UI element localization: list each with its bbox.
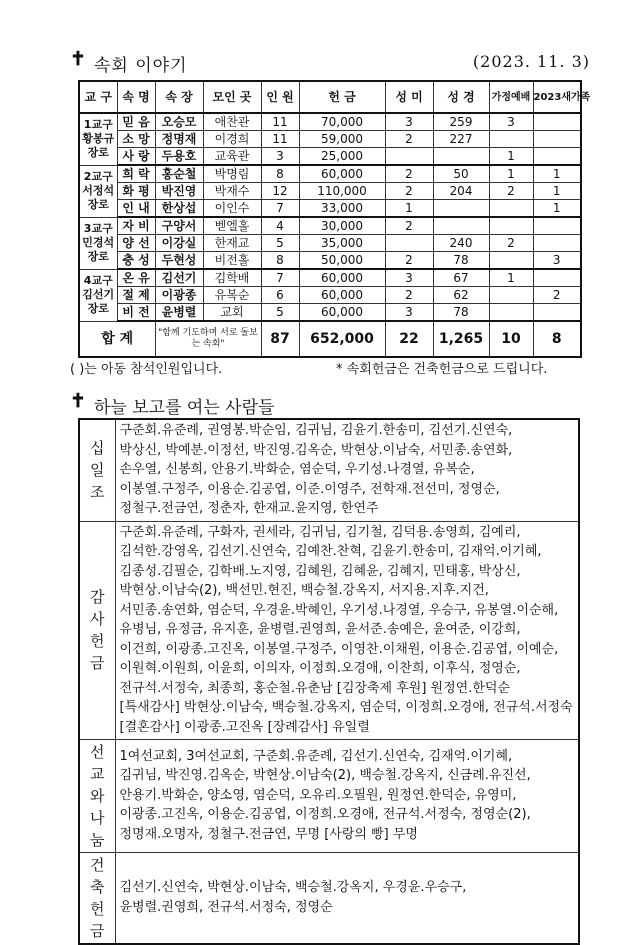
district-label: 1교구 황봉규 장로 xyxy=(79,113,117,165)
cell-offering: 60,000 xyxy=(299,269,385,287)
cell-bible: 259 xyxy=(433,113,489,131)
name-line: 정명재.오명자, 정철구.전금연, 무명 [사랑의 빵] 무명 xyxy=(119,826,418,842)
cell-cell-name: 믿 음 xyxy=(117,113,155,131)
section1-title: 속회 이야기 xyxy=(94,56,188,76)
cell-family-worship xyxy=(489,200,533,218)
cell-people: 5 xyxy=(261,235,299,252)
col-rice: 성 미 xyxy=(385,81,433,113)
col-cell-name: 속 명 xyxy=(117,81,155,113)
cell-place: 김학배 xyxy=(203,269,261,287)
cell-rice: 2 xyxy=(385,252,433,270)
name-line: 1여선교회, 3여선교회, 구준회.유준례, 김선기.신연숙, 김재억.이기혜, xyxy=(119,748,513,764)
cell-offering: 59,000 xyxy=(299,131,385,148)
name-line: [특새감사] 박현상.이남숙, 백승철.강옥지, 염순덕, 이정희.오경애, 전규석.서정숙 xyxy=(119,700,573,715)
cell-new-family: 1 xyxy=(533,165,581,183)
cell-rice: 3 xyxy=(385,269,433,287)
cell-place: 이경희 xyxy=(203,131,261,148)
cell-cell-name: 절 제 xyxy=(117,287,155,304)
name-line: 김석한.강영옥, 김선기.신연숙, 김예찬.찬혁, 김윤기.한송미, 김재억.이기혜, xyxy=(119,544,542,559)
cell-leader: 구양서 xyxy=(155,217,203,235)
total-offering: 652,000 xyxy=(299,321,385,357)
cell-new-family xyxy=(533,269,581,287)
cell-people: 6 xyxy=(261,287,299,304)
total-people: 87 xyxy=(261,321,299,357)
cell-place: 교육관 xyxy=(203,148,261,166)
cell-bible: 50 xyxy=(433,165,489,183)
cell-people: 4 xyxy=(261,217,299,235)
total-row xyxy=(79,321,581,357)
table-row xyxy=(79,217,581,235)
category-label-text: 감사헌금 xyxy=(90,588,105,673)
cell-cell-name: 화 평 xyxy=(117,183,155,200)
total-rice: 22 xyxy=(385,321,433,357)
table-row xyxy=(79,269,581,287)
cell-rice: 2 xyxy=(385,165,433,183)
name-list xyxy=(115,419,579,521)
name-line: 이건희, 이광종.고진옥, 이봉열.구정주, 이영찬.이채원, 이용순.김공엽, 이예순, xyxy=(119,641,559,657)
cell-rice xyxy=(385,148,433,166)
table-row xyxy=(79,252,581,270)
cell-people: 12 xyxy=(261,183,299,200)
name-line: 정철구.전금연, 정춘자, 한재교.윤지영, 한연주 xyxy=(119,501,379,516)
cell-rice: 1 xyxy=(385,200,433,218)
category-label-text: 선교와나눔 xyxy=(90,743,105,849)
cell-offering: 50,000 xyxy=(299,252,385,270)
cell-place: 교회 xyxy=(203,304,261,322)
table-row xyxy=(79,183,581,200)
cell-place: 박명림 xyxy=(203,165,261,183)
cell-rice xyxy=(385,235,433,252)
cell-place: 벧엘홀 xyxy=(203,217,261,235)
name-line: 박상신, 박예분.이정선, 박진영.김옥순, 박현상.이남숙, 서민종.송연화, xyxy=(119,442,513,458)
cell-bible: 78 xyxy=(433,252,489,270)
table-row xyxy=(79,165,581,183)
name-list xyxy=(115,740,579,853)
cell-new-family: 1 xyxy=(533,183,581,200)
name-line: 이봉열.구정주, 이용순.김공엽, 이준.이영주, 전학재.전선미, 정영순, xyxy=(119,481,500,497)
cell-cell-name: 자 비 xyxy=(117,217,155,235)
cell-new-family xyxy=(533,148,581,166)
cell-bible: 204 xyxy=(433,183,489,200)
cell-place: 이인수 xyxy=(203,200,261,218)
cell-cell-name: 온 유 xyxy=(117,269,155,287)
name-line: 박현상.이남숙(2), 백선민.현진, 백승철.강옥지, 서지용.지후.지건, xyxy=(119,583,489,598)
name-line: 구준회.유준례, 구화자, 권세라, 김귀님, 김기철, 김덕용.송영희, 김예리, xyxy=(119,524,521,540)
cell-offering: 110,000 xyxy=(299,183,385,200)
cell-leader: 정명재 xyxy=(155,131,203,148)
offering-names-table xyxy=(78,418,580,945)
table-row xyxy=(79,200,581,218)
cell-family-worship xyxy=(489,131,533,148)
district-label: 4교구 김선기 장로 xyxy=(79,269,117,321)
cell-place: 비전홀 xyxy=(203,252,261,270)
cell-family-worship: 1 xyxy=(489,148,533,166)
name-line: 서민종.송연화, 염순덕, 우경윤.박혜인, 우기성.나경열, 우승구, 유봉열.이순해, xyxy=(119,602,559,618)
category-label xyxy=(79,853,115,945)
cell-offering: 25,000 xyxy=(299,148,385,166)
cell-rice: 2 xyxy=(385,183,433,200)
cell-people: 8 xyxy=(261,252,299,270)
table-row xyxy=(79,304,581,322)
child-count-note: ( )는 아동 참석인원입니다. xyxy=(70,362,223,377)
col-people: 인 원 xyxy=(261,81,299,113)
cell-bible xyxy=(433,200,489,218)
cell-new-family xyxy=(533,304,581,322)
cell-leader: 오승모 xyxy=(155,113,203,131)
cell-leader: 이강실 xyxy=(155,235,203,252)
cell-bible xyxy=(433,148,489,166)
cell-new-family xyxy=(533,235,581,252)
name-line: 이원혁.이원희, 이윤희, 이의자, 이정희.오경애, 이찬희, 이후식, 정영순, xyxy=(119,661,521,676)
col-offering: 헌 금 xyxy=(299,81,385,113)
cell-bible: 78 xyxy=(433,304,489,322)
cross-icon: ✝ xyxy=(70,48,86,70)
table-row xyxy=(79,113,581,131)
col-family-worship: 가정예배 xyxy=(489,81,533,113)
cell-people: 11 xyxy=(261,131,299,148)
cell-cell-name: 희 락 xyxy=(117,165,155,183)
section2-title: 하늘 보고를 여는 사람들 xyxy=(94,398,275,418)
cell-bible: 240 xyxy=(433,235,489,252)
table-header-row xyxy=(79,81,581,113)
cell-new-family: 2 xyxy=(533,287,581,304)
name-line: 김종성.김필순, 김학배.노지영, 김혜원, 김혜윤, 김혜지, 민태홍, 박상신, xyxy=(119,563,521,579)
name-line: 김귀님, 박진영.김옥순, 박현상.이남숙(2), 백승철.강옥지, 신금례.유진선, xyxy=(119,768,531,784)
cell-leader: 윤병렬 xyxy=(155,304,203,322)
cell-offering: 33,000 xyxy=(299,200,385,218)
total-newfamily: 8 xyxy=(533,321,581,357)
cell-new-family xyxy=(533,217,581,235)
total-bible: 1,265 xyxy=(433,321,489,357)
table-row xyxy=(79,287,581,304)
cell-place: 박재수 xyxy=(203,183,261,200)
total-worship: 10 xyxy=(489,321,533,357)
district-label: 2교구 서정석 장로 xyxy=(79,165,117,217)
name-line: [결혼감사] 이광종.고진옥 [장례감사] 유일렬 xyxy=(119,719,370,735)
cell-family-worship xyxy=(489,287,533,304)
name-line: 구준회.유준례, 권영봉.박순임, 김귀님, 김윤기.한송미, 김선기.신연숙, xyxy=(119,423,513,438)
section2-header xyxy=(70,392,590,416)
cell-new-family xyxy=(533,113,581,131)
name-line: 손우열, 신봉희, 안용기.박화순, 염순덕, 우기성.나경열, 유복순, xyxy=(119,462,475,477)
col-new-family: 2023새가족 xyxy=(533,81,581,113)
cell-bible: 62 xyxy=(433,287,489,304)
cell-leader: 이광종 xyxy=(155,287,203,304)
cell-bible xyxy=(433,217,489,235)
category-row xyxy=(79,740,579,853)
cell-new-family: 1 xyxy=(533,200,581,218)
cell-rice: 3 xyxy=(385,304,433,322)
cell-new-family: 3 xyxy=(533,252,581,270)
table-row xyxy=(79,148,581,166)
cell-cell-name: 양 선 xyxy=(117,235,155,252)
report-date: (2023. 11. 3) xyxy=(472,52,590,71)
name-line: 김선기.신연숙, 박현상.이남숙, 백승철.강옥지, 우경윤.우승구, xyxy=(119,880,467,895)
total-label: 합 계 xyxy=(79,321,155,357)
name-line: 안용기.박화순, 양소영, 염순덕, 오유리.오필원, 원정연.한덕순, 유영미, xyxy=(119,787,517,803)
cell-place: 한재교 xyxy=(203,235,261,252)
cell-offering: 60,000 xyxy=(299,165,385,183)
cell-family-worship: 2 xyxy=(489,183,533,200)
cell-rice: 2 xyxy=(385,217,433,235)
col-bible: 성 경 xyxy=(433,81,489,113)
cell-bible: 227 xyxy=(433,131,489,148)
cell-family-worship: 1 xyxy=(489,269,533,287)
cell-people: 8 xyxy=(261,165,299,183)
name-line: 윤병렬.권영희, 전규석.서정숙, 정영순 xyxy=(119,899,333,915)
cell-offering: 70,000 xyxy=(299,113,385,131)
category-label xyxy=(79,521,115,740)
cell-leader: 두용호 xyxy=(155,148,203,166)
category-label xyxy=(79,740,115,853)
cell-rice: 2 xyxy=(385,287,433,304)
cell-leader: 김선기 xyxy=(155,269,203,287)
table-row xyxy=(79,131,581,148)
cell-people: 11 xyxy=(261,113,299,131)
cell-cell-name: 비 전 xyxy=(117,304,155,322)
cell-family-worship: 2 xyxy=(489,235,533,252)
total-motto: "함께 기도하며 서로 돌보는 속회" xyxy=(155,321,261,357)
cell-people: 5 xyxy=(261,304,299,322)
table-row xyxy=(79,235,581,252)
cell-bible: 67 xyxy=(433,269,489,287)
cell-leader: 홍순철 xyxy=(155,165,203,183)
category-row xyxy=(79,853,579,945)
cell-leader: 한상섭 xyxy=(155,200,203,218)
cell-family-worship xyxy=(489,217,533,235)
cell-leader: 두현성 xyxy=(155,252,203,270)
cell-rice: 2 xyxy=(385,131,433,148)
cell-offering: 35,000 xyxy=(299,235,385,252)
col-district: 교 구 xyxy=(79,81,117,113)
cell-cell-name: 사 랑 xyxy=(117,148,155,166)
cell-cell-name: 소 망 xyxy=(117,131,155,148)
cell-offering: 60,000 xyxy=(299,287,385,304)
building-offering-note: * 속회헌금은 건축헌금으로 드립니다. xyxy=(336,362,548,377)
cross-icon: ✝ xyxy=(70,390,86,412)
cell-place: 유복순 xyxy=(203,287,261,304)
name-list xyxy=(115,521,579,740)
col-place: 모인 곳 xyxy=(203,81,261,113)
cell-family-worship xyxy=(489,252,533,270)
cell-people: 3 xyxy=(261,148,299,166)
cell-cell-name: 충 성 xyxy=(117,252,155,270)
cell-family-worship: 3 xyxy=(489,113,533,131)
category-label-text: 건축헌금 xyxy=(90,856,105,940)
cell-leader: 박진영 xyxy=(155,183,203,200)
cell-offering: 60,000 xyxy=(299,304,385,322)
name-line: 이광종.고진옥, 이용순.김공엽, 이정희.오경애, 전규석.서정숙, 정영순(2), xyxy=(119,807,531,823)
cell-family-worship xyxy=(489,304,533,322)
category-row xyxy=(79,419,579,521)
cell-cell-name: 인 내 xyxy=(117,200,155,218)
cell-group-table xyxy=(78,80,591,358)
name-line: 유병님, 유정금, 유지훈, 윤병렬.권영희, 윤서준.송예은, 윤여준, 이강희, xyxy=(119,622,521,637)
cell-offering: 30,000 xyxy=(299,217,385,235)
cell-people: 7 xyxy=(261,269,299,287)
cell-people: 7 xyxy=(261,200,299,218)
category-label-text: 십일조 xyxy=(90,439,105,502)
cell-new-family xyxy=(533,131,581,148)
name-line: 전규석.서정숙, 최종희, 홍순철.유춘남 [김장축제 후원] 원정연.한덕순 xyxy=(119,680,511,696)
cell-rice: 3 xyxy=(385,113,433,131)
cell-place: 애찬관 xyxy=(203,113,261,131)
category-label xyxy=(79,419,115,521)
cell-family-worship: 1 xyxy=(489,165,533,183)
category-row xyxy=(79,521,579,740)
name-list xyxy=(115,853,579,945)
col-leader: 속 장 xyxy=(155,81,203,113)
section1-header xyxy=(70,50,590,74)
district-label: 3교구 민경석 장로 xyxy=(79,217,117,269)
